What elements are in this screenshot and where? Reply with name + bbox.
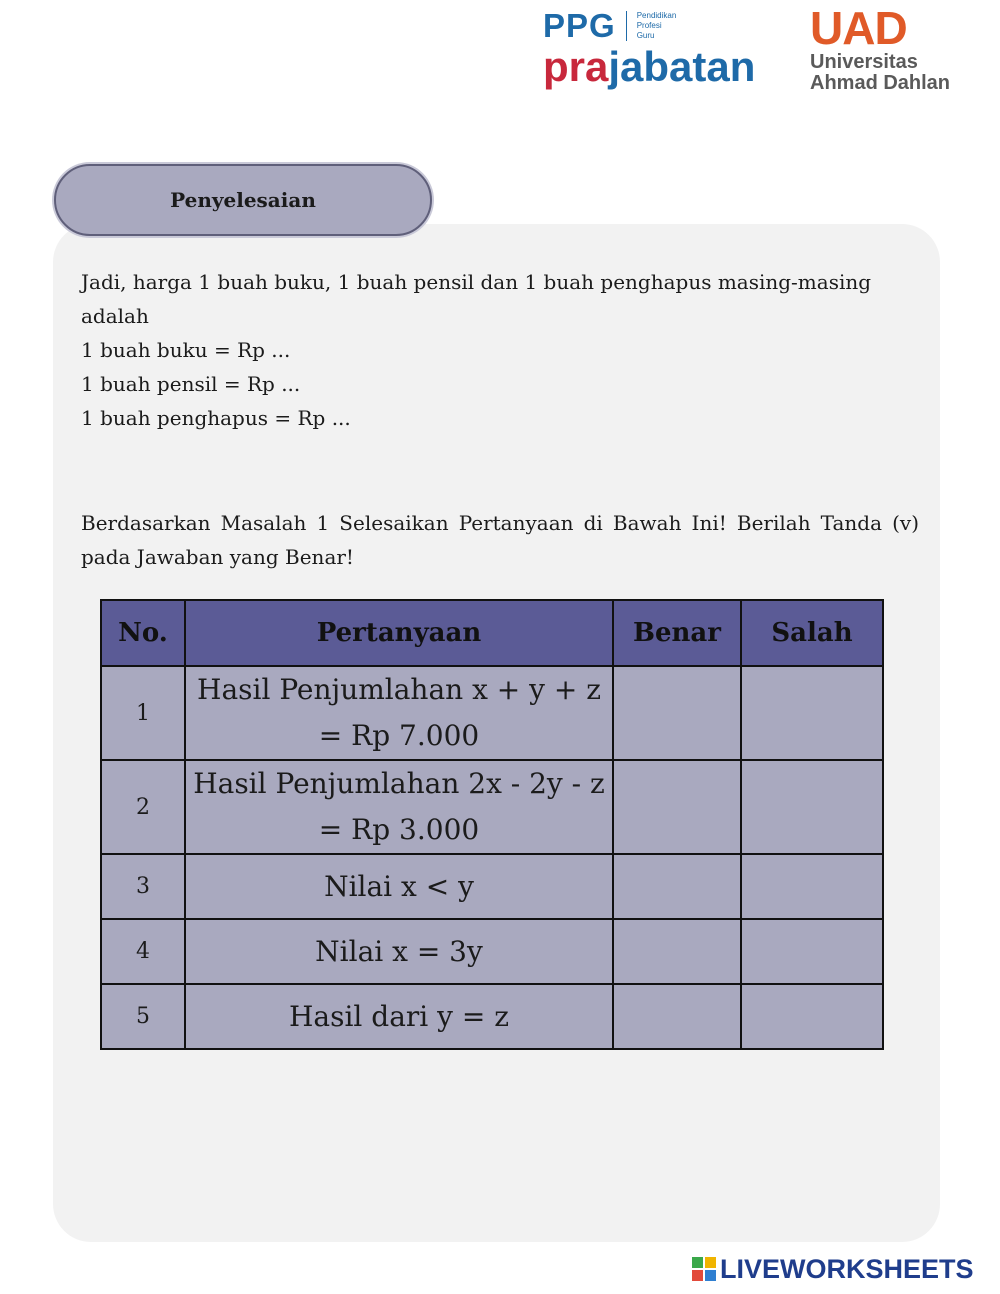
header-correct: Benar bbox=[613, 600, 741, 666]
answer-wrong-cell[interactable] bbox=[741, 919, 883, 984]
answer-correct-cell[interactable] bbox=[613, 666, 741, 760]
table-row bbox=[101, 854, 883, 919]
table-row bbox=[101, 984, 883, 1049]
row-number: 5 bbox=[101, 984, 185, 1049]
row-question: Nilai x = 3y bbox=[185, 919, 613, 984]
row-number: 4 bbox=[101, 919, 185, 984]
table-header-row bbox=[101, 600, 883, 666]
intro-line: Jadi, harga 1 buah buku, 1 buah pensil dan 1 buah penghapus masing-masing adalah bbox=[81, 270, 872, 328]
row-question: Nilai x < y bbox=[185, 854, 613, 919]
intro-line: 1 buah buku = Rp ... bbox=[81, 338, 291, 362]
row-number: 2 bbox=[101, 760, 185, 854]
section-title-pill bbox=[54, 164, 432, 236]
table-row bbox=[101, 760, 883, 854]
header-wrong: Salah bbox=[741, 600, 883, 666]
header-no: No. bbox=[101, 600, 185, 666]
table-row bbox=[101, 666, 883, 760]
answer-wrong-cell[interactable] bbox=[741, 854, 883, 919]
table-row bbox=[101, 919, 883, 984]
instruction-text bbox=[81, 506, 919, 574]
row-question: Hasil Penjumlahan 2x - 2y - z = Rp 3.000 bbox=[185, 760, 613, 854]
question-table bbox=[100, 599, 884, 1050]
ppg-prajabatan-logo bbox=[543, 8, 783, 98]
instruction-paragraph: Berdasarkan Masalah 1 Selesaikan Pertanyaan di Bawah Ini! Berilah Tanda (v) pada Jawaban yang Benar! bbox=[81, 511, 919, 569]
intro-text bbox=[81, 265, 919, 435]
answer-wrong-cell[interactable] bbox=[741, 666, 883, 760]
ppg-subtitle: Pendidikan Profesi Guru bbox=[636, 11, 677, 40]
liveworksheets-brand[interactable] bbox=[692, 1254, 974, 1284]
answer-correct-cell[interactable] bbox=[613, 760, 741, 854]
intro-line: 1 buah penghapus = Rp ... bbox=[81, 406, 351, 430]
uad-word: UAD bbox=[810, 2, 907, 54]
answer-wrong-cell[interactable] bbox=[741, 760, 883, 854]
liveworksheets-icon bbox=[692, 1257, 716, 1281]
header-question: Pertanyaan bbox=[185, 600, 613, 666]
liveworksheets-wordmark: LIVEWORKSHEETS bbox=[720, 1254, 974, 1284]
uad-name-line2: Ahmad Dahlan bbox=[810, 72, 951, 94]
answer-wrong-cell[interactable] bbox=[741, 984, 883, 1049]
row-number: 3 bbox=[101, 854, 185, 919]
prajabatan-word: prajabatan bbox=[543, 43, 756, 90]
answer-correct-cell[interactable] bbox=[613, 854, 741, 919]
uad-logo bbox=[810, 4, 980, 100]
ppg-separator bbox=[626, 11, 627, 41]
section-title: Penyelesaian bbox=[170, 188, 316, 212]
row-number: 1 bbox=[101, 666, 185, 760]
ppg-word: PPG bbox=[543, 7, 616, 44]
answer-correct-cell[interactable] bbox=[613, 984, 741, 1049]
intro-line: 1 buah pensil = Rp ... bbox=[81, 372, 301, 396]
row-question: Hasil dari y = z bbox=[185, 984, 613, 1049]
row-question: Hasil Penjumlahan x + y + z = Rp 7.000 bbox=[185, 666, 613, 760]
uad-name-line1: Universitas bbox=[810, 51, 918, 73]
answer-correct-cell[interactable] bbox=[613, 919, 741, 984]
